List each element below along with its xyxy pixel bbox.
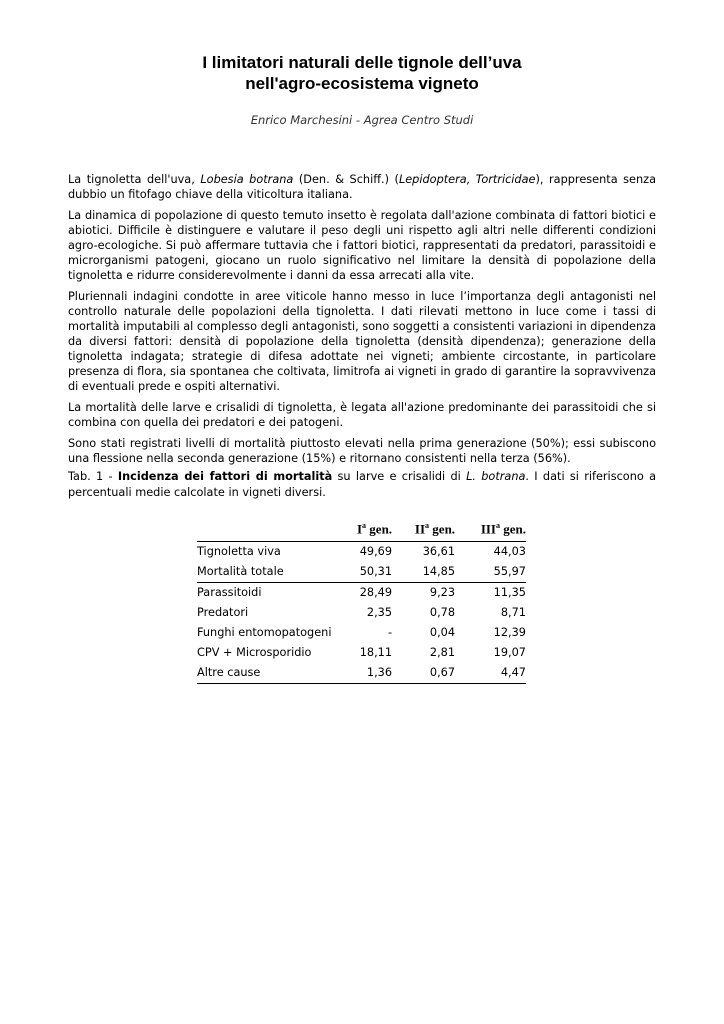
taxonomy-name: Lepidoptera, Tortricidae [398, 173, 536, 186]
paragraph-2: La dinamica di popolazione di questo temuto insetto è regolata dall'azione combinata di fattori biotici e abiotici. Difficile è distinguere e valutare il peso degli uni rispetto agli altri nelle differenti condizioni agro-ecologiche. Si può affermare tuttavia che i fattori biotici, rappresentati da predatori, parassitoidi e microrganismi patogeni, giocano un ruolo significativo nel limitare la densità di popolazione della tignoletta e ridurre considerevolmente i danni da essa arrecati alla vite. [68, 209, 656, 282]
table-caption [68, 469, 656, 501]
row-value-gen-3: 44,03 [493, 545, 526, 559]
title-line-1: I limitatori naturali delle tignole dell’uva [202, 53, 522, 72]
row-value-gen-3: 8,71 [500, 606, 526, 620]
header-empty [197, 521, 337, 542]
row-value-gen-2: 0,67 [392, 663, 455, 684]
row-label: Tignoletta viva [197, 545, 281, 559]
table-row [197, 542, 526, 563]
row-value-gen-2: 14,85 [422, 565, 456, 579]
row-value-gen-1: 18,11 [359, 646, 393, 660]
paragraph-1 [68, 172, 656, 202]
header-gen-1 [337, 521, 392, 542]
row-value-gen-1: 49,69 [359, 545, 393, 559]
paragraph-1-text-c: (Den. & Schiff.) ( [293, 173, 399, 186]
header-gen-1-main: I [356, 521, 363, 537]
title-line-2: nell'agro-ecosistema vigneto [245, 74, 479, 93]
header-gen-1-rest: gen. [366, 521, 393, 537]
caption-suffix: . I dati si riferiscono a percentuali medie calcolate in vigneti diversi. [68, 470, 656, 499]
row-value-gen-3: 19,07 [493, 646, 526, 660]
paragraph-1-text-e: ), rappresenta senza dubbio un fitofago chiave della viticoltura italiana. [68, 173, 656, 201]
table-row [197, 643, 526, 663]
row-value-gen-2: 0,04 [429, 626, 456, 640]
header-gen-3-rest: gen. [500, 521, 526, 537]
author-line: Enrico Marchesini - Agrea Centro Studi [250, 113, 474, 127]
row-value-gen-2: 9,23 [392, 583, 455, 604]
row-value-gen-3: 4,47 [455, 663, 526, 684]
body-text [68, 172, 656, 472]
row-value-gen-3: 55,97 [493, 565, 526, 579]
row-label: Funghi entomopatogeni [197, 626, 332, 640]
header-gen-3-main: III [480, 521, 496, 537]
document-title [0, 52, 724, 94]
row-label: Mortalità totale [197, 565, 284, 579]
row-value-gen-1: 2,35 [366, 606, 393, 620]
caption-prefix: Tab. 1 - [68, 470, 118, 483]
row-label: Altre cause [197, 663, 337, 684]
header-gen-3-sup: a [496, 521, 500, 530]
header-gen-2-main: II [414, 521, 426, 537]
table-row [197, 623, 526, 643]
header-gen-1-sup: a [362, 521, 367, 530]
header-gen-3 [455, 521, 526, 542]
row-label: Predatori [197, 606, 249, 620]
row-value-gen-3: 11,35 [455, 583, 526, 604]
mortality-table [197, 521, 526, 684]
header-gen-2-sup: a [425, 521, 430, 530]
table-row [197, 583, 526, 604]
table-header-row [197, 521, 526, 542]
row-value-gen-2: 2,81 [429, 646, 456, 660]
paragraph-3: Pluriennali indagini condotte in aree viticole hanno messo in luce l’importanza degli antagonisti nel controllo naturale delle popolazioni della tignoletta. I dati rilevati mettono in luce come i tassi di mortalità imputabili al complesso degli antagonisti, sono soggetti a consistenti variazioni in dipendenza da diversi fattori: densità di popolazione della tignoletta (densità dipendenza); generazione della tignoletta indagata; strategie di difesa adottate nei vigneti; ambiente circostante, in particolare presenza di flora, sia spontanea che coltivata, limitrofa ai vigneti in grado di garantire la sopravvivenza di eventuali prede e ospiti alternativi. [68, 290, 656, 393]
paragraph-4: La mortalità delle larve e crisalidi di tignoletta, è legata all'azione predominante dei parassitoidi che si combina con quella dei predatori e dei patogeni. [68, 401, 656, 429]
table-row [197, 562, 526, 583]
caption-bold: Incidenza dei fattori di mortalità [117, 470, 333, 483]
row-value-gen-2: 36,61 [422, 545, 456, 559]
paragraph-5: Sono stati registrati livelli di mortalità piuttosto elevati nella prima generazione (50%); essi subiscono una flessione nella seconda generazione (15%) e ritornano consistenti nella terza (56%). [68, 437, 656, 465]
table-row [197, 603, 526, 623]
row-value-gen-1: 1,36 [337, 663, 392, 684]
header-gen-2 [392, 521, 455, 542]
row-value-gen-2: 0,78 [429, 606, 456, 620]
row-label: Parassitoidi [197, 583, 337, 604]
row-value-gen-3: 12,39 [493, 626, 526, 640]
caption-mid: su larve e crisalidi di [332, 470, 467, 483]
row-value-gen-1: 28,49 [337, 583, 392, 604]
paragraph-1-text-a: La tignoletta dell'uva, [68, 173, 201, 186]
caption-italic: L. botrana [466, 470, 526, 483]
table-row [197, 663, 526, 684]
row-value-gen-1: - [387, 626, 393, 640]
header-gen-2-rest: gen. [429, 521, 456, 537]
row-value-gen-1: 50,31 [359, 565, 393, 579]
row-label: CPV + Microsporidio [197, 646, 312, 660]
species-name: Lobesia botrana [200, 173, 294, 186]
